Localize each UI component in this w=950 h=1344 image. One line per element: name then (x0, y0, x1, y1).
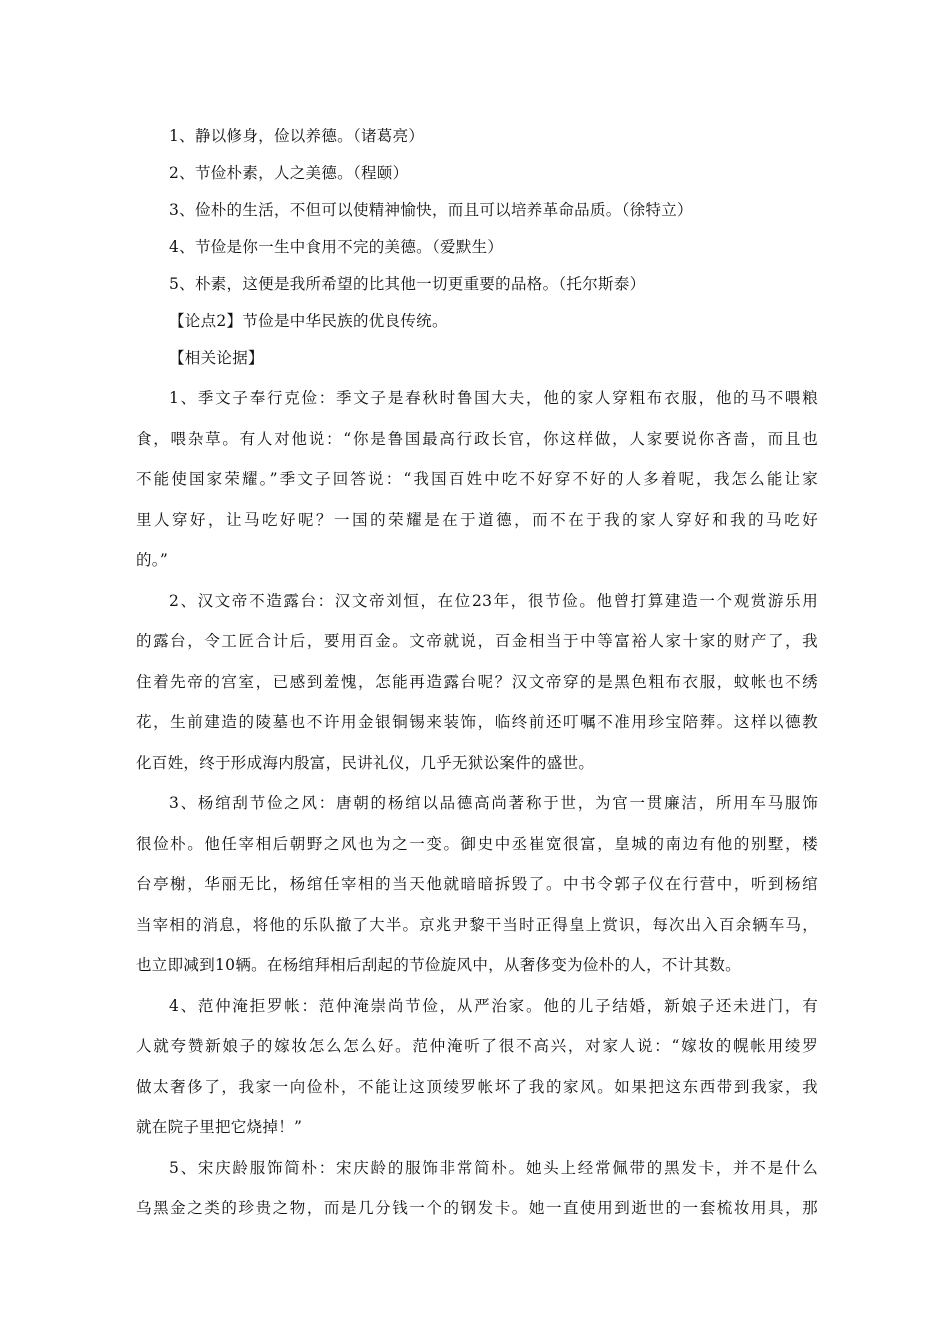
argument-heading: 【论点2】节俭是中华民族的优良传统。 (169, 312, 448, 330)
quote-line: 5、朴素，这便是我所希望的比其他一切更重要的品格。（托尔斯泰） (169, 275, 646, 293)
paragraph-line: 化百姓，终于形成海内殷富，民讲礼仪，几乎无狱讼案件的盛世。 (136, 753, 595, 772)
document-body (136, 126, 818, 1239)
paragraph-line: 5、宋庆龄服饰简朴：宋庆龄的服饰非常简朴。她头上经常佩带的黑发卡，并不是什么 (169, 1158, 818, 1177)
evidence-paragraph (136, 591, 818, 794)
paragraph-line: 的。” (136, 551, 169, 569)
paragraph-line: 做太奢侈了，我家一向俭朴，不能让这顶绫罗帐坏了我的家风。如果把这东西带到我家，我 (136, 1077, 818, 1096)
paragraph-line: 4、范仲淹拒罗帐：范仲淹崇尚节俭，从严治家。他的儿子结婚，新娘子还未进门，有 (169, 996, 818, 1015)
quote-line: 1、静以修身，俭以养德。（诸葛亮） (169, 127, 425, 145)
paragraph-line: 里人穿好，让马吃好呢？一国的荣耀是在于道德，而不在于我的家人穿好和我的马吃好 (136, 510, 818, 529)
evidence-paragraph (136, 793, 818, 996)
quote-line: 2、节俭朴素，人之美德。（程颐） (169, 164, 409, 182)
evidence-paragraph (136, 1158, 818, 1239)
paragraph-line: 的露台，令工匠合计后，要用百金。文帝就说，百金相当于中等富裕人家十家的财产了，我 (136, 632, 818, 650)
paragraph-line: 不能使国家荣耀。”季文子回答说：“我国百姓中吃不好穿不好的人多着呢，我怎么能让家 (136, 470, 818, 488)
evidence-heading: 【相关论据】 (169, 349, 264, 367)
paragraph-line: 当宰相的消息，将他的乐队撤了大半。京兆尹黎干当时正得皇上赏识，每次出入百余辆车马， (136, 915, 818, 934)
paragraph-line: 住着先帝的宫室，已感到羞愧，怎能再造露台呢？汉文帝穿的是黑色粗布衣服，蚊帐也不绣 (136, 672, 818, 691)
paragraph-line: 就在院子里把它烧掉！” (136, 1118, 303, 1136)
paragraph-line: 也立即减到10辆。在杨绾拜相后刮起的节俭旋风中，从奢侈变为俭朴的人，不计其数。 (136, 956, 741, 974)
paragraph-line: 台亭榭，华丽无比，杨绾任宰相的当天他就暗暗拆毁了。中书令郭子仪在行营中，听到杨绾 (136, 875, 818, 893)
quote-line: 4、节俭是你一生中食用不完的美德。（爱默生） (169, 238, 504, 256)
paragraph-line: 乌黑金之类的珍贵之物，而是几分钱一个的钢发卡。她一直使用到逝世的一套梳妆用具，那 (136, 1199, 818, 1217)
paragraph-line: 人就夸赞新娘子的嫁妆怎么怎么好。范仲淹听了很不高兴，对家人说：“嫁妆的幌帐用绫罗 (136, 1037, 818, 1055)
paragraph-line: 很俭朴。他任宰相后朝野之风也为之一变。御史中丞崔宽很富，皇城的南边有他的别墅，楼 (136, 834, 818, 853)
evidence-paragraph (136, 996, 818, 1158)
evidence-paragraph (136, 388, 818, 591)
paragraph-line: 3、杨绾刮节俭之风：唐朝的杨绾以品德高尚著称于世，为官一贯廉洁，所用车马服饰 (169, 794, 818, 812)
paragraph-line: 花，生前建造的陵墓也不许用金银铜锡来装饰，临终前还叮嘱不准用珍宝陪葬。这样以德教 (136, 713, 818, 731)
paragraph-line: 2、汉文帝不造露台：汉文帝刘恒，在位23年，很节俭。他曾打算建造一个观赏游乐用 (169, 591, 818, 610)
quote-line: 3、俭朴的生活，不但可以使精神愉快，而且可以培养革命品质。（徐特立） (169, 201, 693, 219)
paragraph-line: 1、季文子奉行克俭：季文子是春秋时鲁国大夫，他的家人穿粗布衣服，他的马不喂粮 (169, 389, 818, 407)
paragraph-line: 食，喂杂草。有人对他说：“你是鲁国最高行政长官，你这样做，人家要说你吝啬，而且也 (136, 429, 818, 448)
